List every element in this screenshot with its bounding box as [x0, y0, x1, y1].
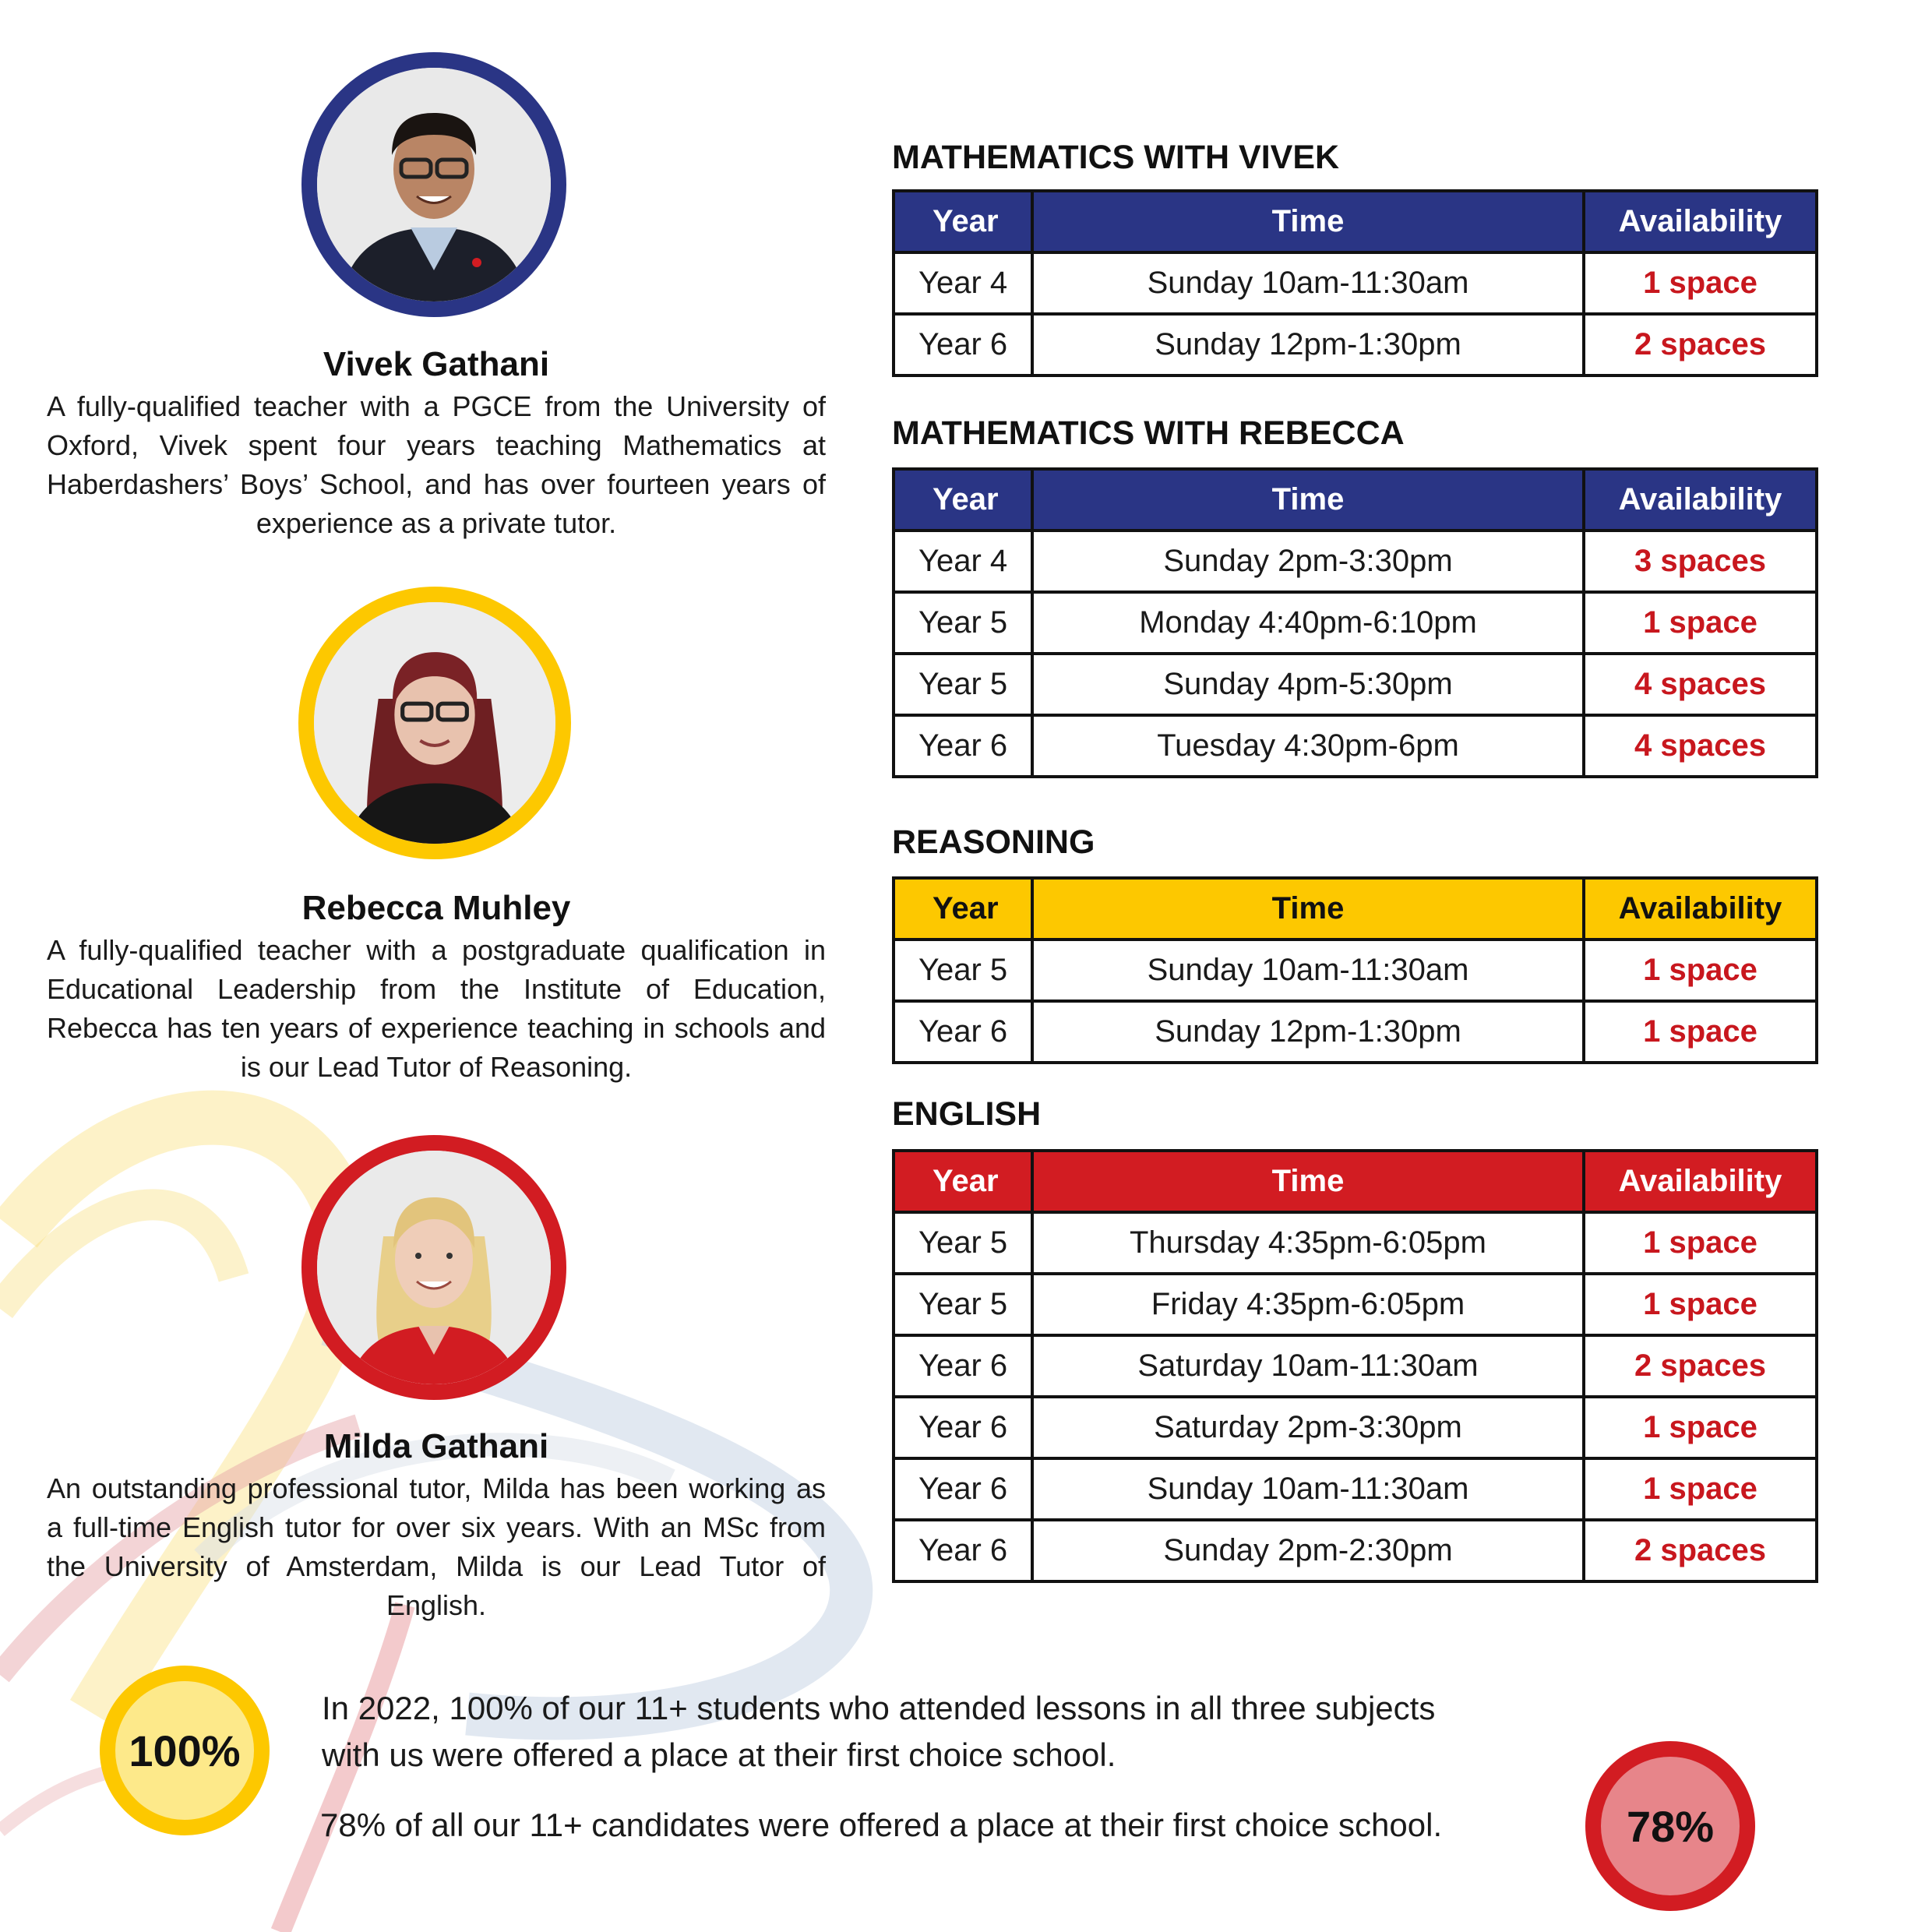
cell-availability: 4 spaces	[1584, 715, 1817, 777]
cell-time: Sunday 10am-11:30am	[1032, 940, 1584, 1001]
schedule-table-maths-vivek	[892, 189, 1818, 377]
cell-availability: 1 space	[1584, 1397, 1817, 1458]
cell-availability: 1 space	[1584, 1212, 1817, 1274]
table-header-row	[894, 191, 1817, 252]
cell-time: Sunday 10am-11:30am	[1032, 1458, 1584, 1520]
cell-year: Year 5	[894, 940, 1032, 1001]
cell-time: Sunday 2pm-3:30pm	[1032, 531, 1584, 592]
table-row	[894, 592, 1817, 654]
cell-availability: 1 space	[1584, 1001, 1817, 1063]
stat-line-1: In 2022, 100% of our 11+ students who attended lessons in all three subjects	[322, 1690, 1436, 1726]
avatar-vivek-icon	[317, 68, 551, 301]
cell-availability: 1 space	[1584, 1274, 1817, 1335]
section-title-maths-rebecca: MATHEMATICS WITH REBECCA	[892, 414, 1405, 452]
stat-badge-78: 78%	[1585, 1741, 1755, 1911]
cell-time: Sunday 2pm-2:30pm	[1032, 1520, 1584, 1581]
column-header-time: Time	[1032, 1151, 1584, 1212]
table-row	[894, 1520, 1817, 1581]
cell-availability: 2 spaces	[1584, 314, 1817, 375]
table-row	[894, 314, 1817, 375]
cell-time: Thursday 4:35pm-6:05pm	[1032, 1212, 1584, 1274]
cell-year: Year 4	[894, 252, 1032, 314]
schedule-table-english	[892, 1149, 1818, 1583]
table-row	[894, 1274, 1817, 1335]
column-header-year: Year	[894, 469, 1032, 531]
cell-availability: 1 space	[1584, 1458, 1817, 1520]
table-row	[894, 1212, 1817, 1274]
table-row	[894, 940, 1817, 1001]
table-row	[894, 1458, 1817, 1520]
tutor-card-vivek	[47, 345, 826, 543]
stat-badge-100: 100%	[100, 1666, 270, 1835]
column-header-availability: Availability	[1584, 1151, 1817, 1212]
table-row	[894, 715, 1817, 777]
tutor-bio: A fully-qualified teacher with a PGCE from the University of Oxford, Vivek spent four years teaching Mathematics at Haberdashers’ Boys’ School, and has over fourteen years of experience as a private tutor.	[47, 390, 826, 539]
column-header-time: Time	[1032, 191, 1584, 252]
stat-line-2: with us were offered a place at their first choice school.	[322, 1736, 1116, 1773]
column-header-availability: Availability	[1584, 878, 1817, 940]
stat-text-78: 78% of all our 11+ candidates were offered a place at their first choice school.	[320, 1807, 1443, 1843]
table-row	[894, 1397, 1817, 1458]
cell-year: Year 6	[894, 314, 1032, 375]
cell-availability: 2 spaces	[1584, 1335, 1817, 1397]
tutor-name: Milda Gathani	[323, 1427, 549, 1465]
cell-time: Sunday 10am-11:30am	[1032, 252, 1584, 314]
cell-time: Saturday 2pm-3:30pm	[1032, 1397, 1584, 1458]
cell-availability: 3 spaces	[1584, 531, 1817, 592]
table-header-row	[894, 878, 1817, 940]
cell-year: Year 6	[894, 1335, 1032, 1397]
cell-availability: 1 space	[1584, 940, 1817, 1001]
cell-time: Monday 4:40pm-6:10pm	[1032, 592, 1584, 654]
cell-year: Year 6	[894, 1397, 1032, 1458]
tutor-photo-rebecca	[298, 587, 571, 859]
cell-time: Saturday 10am-11:30am	[1032, 1335, 1584, 1397]
cell-year: Year 6	[894, 1520, 1032, 1581]
cell-availability: 1 space	[1584, 592, 1817, 654]
column-header-year: Year	[894, 878, 1032, 940]
tutor-photo-vivek	[301, 52, 566, 317]
cell-time: Sunday 4pm-5:30pm	[1032, 654, 1584, 715]
tutor-bio: A fully-qualified teacher with a postgraduate qualification in Educational Leadership from the Institute of Education, Rebecca has ten years of experience teaching in schools and is our Lead Tutor of Reasoning.	[47, 934, 826, 1083]
avatar-rebecca-icon	[314, 602, 555, 844]
cell-year: Year 5	[894, 654, 1032, 715]
schedule-table-reasoning	[892, 876, 1818, 1064]
cell-year: Year 6	[894, 715, 1032, 777]
cell-year: Year 6	[894, 1458, 1032, 1520]
tutor-name: Vivek Gathani	[323, 345, 550, 383]
column-header-time: Time	[1032, 878, 1584, 940]
cell-time: Friday 4:35pm-6:05pm	[1032, 1274, 1584, 1335]
table-header-row	[894, 469, 1817, 531]
cell-time: Sunday 12pm-1:30pm	[1032, 1001, 1584, 1063]
schedule-table-maths-rebecca	[892, 467, 1818, 778]
column-header-availability: Availability	[1584, 469, 1817, 531]
column-header-year: Year	[894, 191, 1032, 252]
tutor-name: Rebecca Muhley	[301, 889, 571, 927]
cell-availability: 2 spaces	[1584, 1520, 1817, 1581]
table-header-row	[894, 1151, 1817, 1212]
cell-availability: 1 space	[1584, 252, 1817, 314]
cell-year: Year 5	[894, 1274, 1032, 1335]
table-row	[894, 1001, 1817, 1063]
table-row	[894, 1335, 1817, 1397]
column-header-time: Time	[1032, 469, 1584, 531]
avatar-milda-icon	[317, 1151, 551, 1384]
tutor-bio: An outstanding professional tutor, Milda has been working as a full-time English tutor for over six years. With an MSc from the University of Amsterdam, Milda is our Lead Tutor of English.	[47, 1472, 826, 1621]
section-title-reasoning: REASONING	[892, 823, 1095, 861]
cell-availability: 4 spaces	[1584, 654, 1817, 715]
column-header-year: Year	[894, 1151, 1032, 1212]
section-title-english: ENGLISH	[892, 1095, 1042, 1133]
cell-year: Year 6	[894, 1001, 1032, 1063]
table-row	[894, 654, 1817, 715]
tutor-photo-milda	[301, 1135, 566, 1400]
cell-year: Year 5	[894, 592, 1032, 654]
table-row	[894, 531, 1817, 592]
cell-time: Sunday 12pm-1:30pm	[1032, 314, 1584, 375]
tutor-card-rebecca	[47, 889, 826, 1087]
cell-time: Tuesday 4:30pm-6pm	[1032, 715, 1584, 777]
column-header-availability: Availability	[1584, 191, 1817, 252]
cell-year: Year 5	[894, 1212, 1032, 1274]
section-title-maths-vivek: MATHEMATICS WITH VIVEK	[892, 139, 1340, 176]
cell-year: Year 4	[894, 531, 1032, 592]
stat-text-100	[322, 1685, 1646, 1779]
tutor-card-milda	[47, 1427, 826, 1625]
table-row	[894, 252, 1817, 314]
